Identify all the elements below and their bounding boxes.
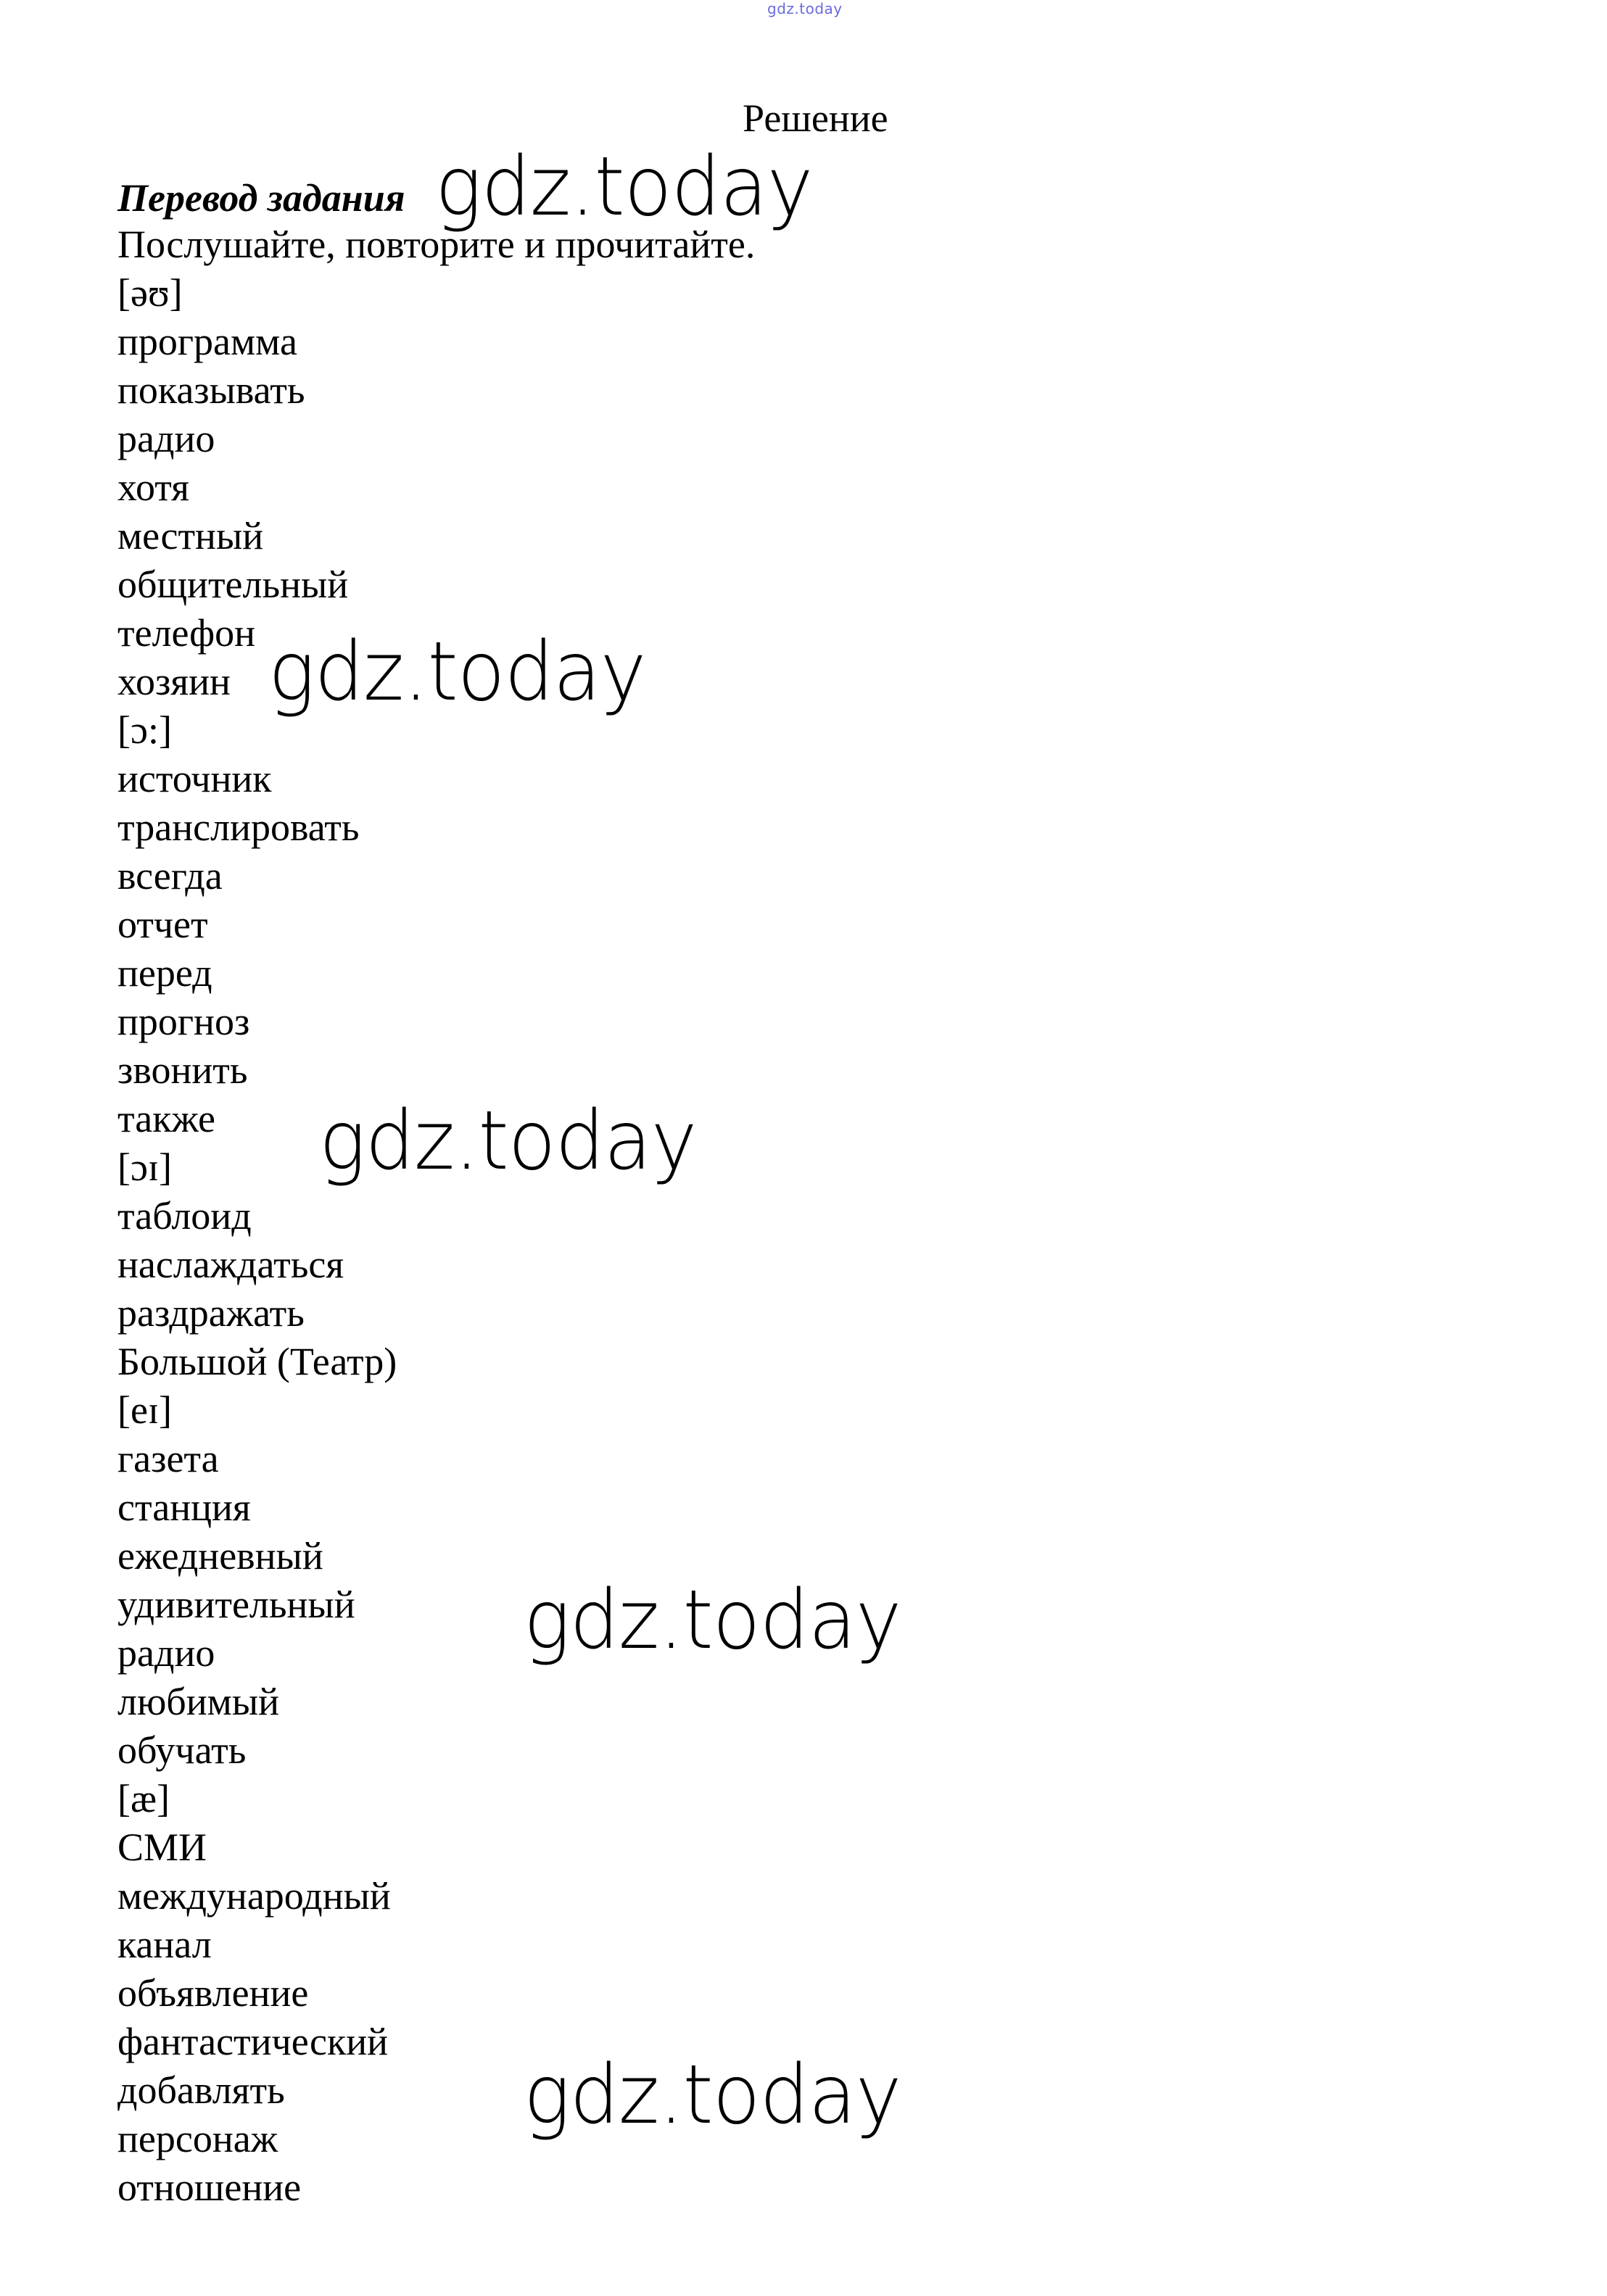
page-heading: Решение [743, 96, 888, 140]
word-item: радио [117, 417, 215, 460]
word-item: газета [117, 1437, 219, 1480]
word-item: всегда [117, 854, 223, 898]
word-item: отношение [117, 2166, 302, 2209]
word-item: ежедневный [117, 1534, 323, 1578]
watermark: gdz.today [524, 1573, 901, 1667]
word-item: хозяин [117, 660, 231, 703]
word-item: перед [117, 951, 212, 995]
word-item: международный [117, 1874, 391, 1918]
word-item: объявление [117, 1971, 309, 2015]
word-item: фантастический [117, 2020, 389, 2063]
word-item: СМИ [117, 1825, 207, 1869]
word-item: добавлять [117, 2068, 285, 2112]
word-item: наслаждаться [117, 1243, 344, 1286]
word-item: показывать [117, 368, 305, 412]
word-item: удивительный [117, 1583, 355, 1626]
word-item: прогноз [117, 1000, 250, 1043]
word-item: источник [117, 757, 272, 800]
word-item: Большой (Театр) [117, 1340, 397, 1383]
word-item: общительный [117, 563, 349, 606]
phoneme-header: [ɔɪ] [117, 1145, 172, 1189]
word-item: раздражать [117, 1291, 305, 1335]
word-item: также [117, 1097, 216, 1140]
word-item: звонить [117, 1048, 248, 1092]
phoneme-header: [ɔ:] [117, 708, 172, 752]
watermark: gdz.today [319, 1094, 697, 1188]
instruction-line: Послушайте, повторите и прочитайте. [117, 223, 756, 266]
word-item: канал [117, 1923, 212, 1966]
word-item: транслировать [117, 805, 360, 849]
word-list [117, 220, 755, 2212]
phoneme-header: [eɪ] [117, 1388, 172, 1432]
task-translation-title: Перевод задания [117, 176, 405, 220]
watermark: gdz.today [524, 2048, 901, 2142]
phoneme-header: [æ] [117, 1777, 170, 1820]
word-item: персонаж [117, 2117, 278, 2160]
word-item: станция [117, 1485, 251, 1529]
word-item: отчет [117, 903, 208, 946]
watermark: gdz.today [435, 140, 813, 234]
watermark: gdz.today [268, 625, 646, 719]
word-item: любимый [117, 1680, 280, 1723]
word-item: телефон [117, 611, 256, 655]
phoneme-header: [əʊ] [117, 271, 183, 315]
word-item: программа [117, 320, 297, 363]
word-item: хотя [117, 465, 189, 509]
word-item: обучать [117, 1728, 247, 1772]
word-item: радио [117, 1631, 215, 1675]
word-item: местный [117, 514, 264, 558]
word-item: таблоид [117, 1194, 252, 1238]
top-watermark: gdz.today [767, 0, 843, 17]
